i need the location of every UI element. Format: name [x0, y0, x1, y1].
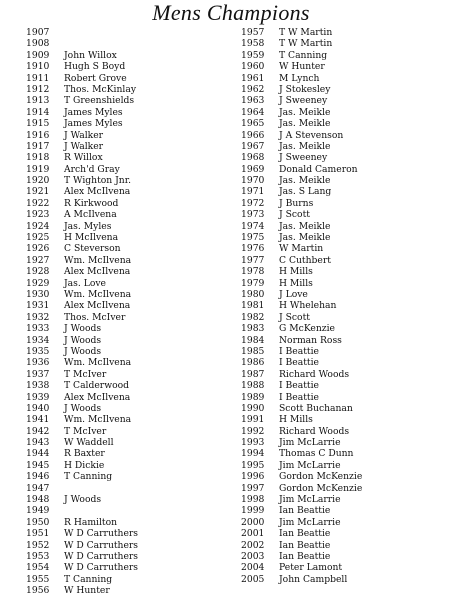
champion-name: R Kirkwood	[64, 197, 119, 209]
champion-year: 1952	[26, 539, 50, 551]
champion-name: Wm. McIlvena	[64, 357, 132, 369]
champion-name: H Mills	[279, 277, 313, 289]
champion-name: J Woods	[64, 402, 102, 414]
champion-name: J Walker	[64, 140, 104, 152]
champion-name: J Scott	[279, 209, 310, 221]
champion-year: 1988	[241, 380, 265, 392]
champion-name: T Canning	[279, 49, 328, 61]
champion-name: T Canning	[64, 471, 113, 483]
champion-year: 1982	[241, 311, 265, 323]
champion-name: W Waddell	[64, 437, 114, 449]
champion-name: Richard Woods	[279, 425, 350, 437]
champion-year: 1933	[26, 323, 50, 335]
champion-year: 1955	[26, 573, 50, 585]
champion-year: 1986	[241, 357, 265, 369]
champion-year: 1928	[26, 266, 50, 278]
champion-name: Robert Grove	[64, 72, 127, 84]
champion-year: 1966	[241, 129, 265, 141]
champion-name: I Beattie	[279, 380, 319, 392]
champion-name: Hugh S Boyd	[64, 61, 126, 73]
champion-name: Ian Beattie	[279, 528, 331, 540]
champion-name: Donald Cameron	[279, 163, 358, 175]
champion-year: 1930	[26, 288, 50, 300]
champion-year: 1953	[26, 550, 50, 562]
champion-name: John Campbell	[279, 573, 348, 585]
champion-year: 1970	[241, 175, 265, 187]
champion-year: 1961	[241, 72, 265, 84]
champion-year: 1976	[241, 243, 265, 255]
champion-year: 2005	[241, 573, 265, 585]
champion-name: H McIlvena	[64, 232, 119, 244]
champion-name: Ian Beattie	[279, 539, 331, 551]
champion-year: 1998	[241, 494, 265, 506]
champion-name: Scott Buchanan	[279, 402, 353, 414]
champion-name: J Love	[279, 288, 308, 300]
champion-name: M Lynch	[279, 72, 320, 84]
champion-name: R Hamilton	[64, 516, 118, 528]
champion-year: 1923	[26, 209, 50, 221]
champion-year: 1956	[26, 585, 50, 597]
champion-name: Jas. Meikle	[279, 220, 331, 232]
champion-name: H Dickie	[64, 459, 105, 471]
champion-year: 1995	[241, 459, 265, 471]
champion-year: 1919	[26, 163, 50, 175]
champion-name: J Woods	[64, 334, 102, 346]
champion-name: Ian Beattie	[279, 550, 331, 562]
champion-year: 1921	[26, 186, 50, 198]
champion-name: Alex McIlvena	[64, 391, 131, 403]
champion-name: Thomas C Dunn	[279, 448, 354, 460]
champion-year: 1993	[241, 437, 265, 449]
champion-name: Jas. S Lang	[279, 186, 332, 198]
champion-name: T W Martin	[279, 27, 333, 38]
champion-year: 1951	[26, 528, 50, 540]
champion-name: W D Carruthers	[64, 539, 139, 551]
champion-year: 2002	[241, 539, 265, 551]
champion-year: 1958	[241, 38, 265, 50]
champion-year: 1974	[241, 220, 265, 232]
champion-name: John Willox	[64, 49, 117, 61]
champion-year: 2001	[241, 528, 265, 540]
champion-year: 1909	[26, 49, 50, 61]
champion-year: 1964	[241, 106, 265, 118]
champion-year: 1967	[241, 140, 265, 152]
champion-year: 1935	[26, 345, 50, 357]
champion-name: T Calderwood	[64, 380, 130, 392]
champion-name: T McIver	[64, 368, 107, 380]
champion-name: Jim McLarrie	[279, 516, 341, 528]
champion-name: Norman Ross	[279, 334, 342, 346]
champion-name: Ian Beattie	[279, 505, 331, 517]
champion-name: J Walker	[64, 129, 104, 141]
champion-year: 1939	[26, 391, 50, 403]
champion-year: 1990	[241, 402, 265, 414]
champion-name: Gordon McKenzie	[279, 482, 363, 494]
champion-name: C Cuthbert	[279, 254, 331, 266]
champion-name: Alex McIlvena	[64, 300, 131, 312]
champion-name: Alex McIlvena	[64, 186, 131, 198]
champion-year: 2000	[241, 516, 265, 528]
champion-year: 1949	[26, 505, 50, 517]
champion-name: Thos. McIver	[64, 311, 126, 323]
champion-year: 1908	[26, 38, 50, 50]
champion-year: 1946	[26, 471, 50, 483]
champion-year: 1991	[241, 414, 265, 426]
champion-year: 1981	[241, 300, 265, 312]
champion-year: 1929	[26, 277, 50, 289]
champion-year: 1917	[26, 140, 50, 152]
champion-year: 1962	[241, 83, 265, 95]
champion-name: Thos. McKinlay	[64, 83, 137, 95]
champion-name: Jas. Meikle	[279, 175, 331, 187]
champion-name: J A Stevenson	[279, 129, 344, 141]
champion-name: T Wighton Jnr.	[64, 175, 132, 187]
champion-name: T McIver	[64, 425, 107, 437]
champion-year: 1920	[26, 175, 50, 187]
champion-name: James Myles	[64, 118, 123, 130]
champion-name: Peter Lamont	[279, 562, 343, 574]
champion-year: 1907	[26, 27, 50, 38]
champion-year: 1950	[26, 516, 50, 528]
champion-name: Jas. Meikle	[279, 106, 331, 118]
champion-year: 2003	[241, 550, 265, 562]
champion-name: Jas. Love	[64, 277, 106, 289]
champion-year: 1915	[26, 118, 50, 130]
champion-name: J Sweeney	[279, 152, 328, 164]
champion-year: 1987	[241, 368, 265, 380]
champion-name: R Baxter	[64, 448, 105, 460]
champion-name: H Whelehan	[279, 300, 337, 312]
champion-year: 1947	[26, 482, 50, 494]
champion-year: 1983	[241, 323, 265, 335]
champion-year: 1937	[26, 368, 50, 380]
champion-name: T W Martin	[279, 38, 333, 50]
champion-year: 1965	[241, 118, 265, 130]
champion-name: W D Carruthers	[64, 550, 139, 562]
champion-year: 1985	[241, 345, 265, 357]
champion-year: 1989	[241, 391, 265, 403]
champion-name: J Sweeney	[279, 95, 328, 107]
champion-year: 1957	[241, 27, 265, 38]
champion-name: I Beattie	[279, 357, 319, 369]
champion-name: Jas. Meikle	[279, 140, 331, 152]
champion-name: Wm. McIlvena	[64, 288, 132, 300]
champion-year: 1934	[26, 334, 50, 346]
champion-year: 1941	[26, 414, 50, 426]
champion-name: Jim McLarrie	[279, 494, 341, 506]
champion-year: 1931	[26, 300, 50, 312]
champion-year: 1971	[241, 186, 265, 198]
champion-year: 1926	[26, 243, 50, 255]
champion-year: 1977	[241, 254, 265, 266]
champion-name: T Greenshields	[64, 95, 135, 107]
champion-name: R Willox	[64, 152, 103, 164]
champion-year: 1999	[241, 505, 265, 517]
champion-name: W D Carruthers	[64, 562, 139, 574]
champion-name: J Burns	[279, 197, 314, 209]
champion-year: 1938	[26, 380, 50, 392]
champion-year: 1916	[26, 129, 50, 141]
champion-name: W Martin	[279, 243, 324, 255]
champion-name: Alex McIlvena	[64, 266, 131, 278]
champion-name: A McIlvena	[64, 209, 117, 221]
champion-name: W D Carruthers	[64, 528, 139, 540]
champion-year: 1940	[26, 402, 50, 414]
champion-year: 1959	[241, 49, 265, 61]
champion-year: 1910	[26, 61, 50, 73]
champion-name: J Woods	[64, 345, 102, 357]
champion-name: Jas. Myles	[64, 220, 112, 232]
champion-year: 1992	[241, 425, 265, 437]
champion-year: 1973	[241, 209, 265, 221]
champion-year: 1922	[26, 197, 50, 209]
champion-name: Jas. Meikle	[279, 232, 331, 244]
champion-name: H Mills	[279, 266, 313, 278]
champion-year: 2004	[241, 562, 265, 574]
champion-year: 1943	[26, 437, 50, 449]
champion-year: 1963	[241, 95, 265, 107]
champion-year: 1914	[26, 106, 50, 118]
champion-year: 1945	[26, 459, 50, 471]
champion-year: 1912	[26, 83, 50, 95]
champion-year: 1960	[241, 61, 265, 73]
champion-name: Jim McLarrie	[279, 437, 341, 449]
champion-year: 1978	[241, 266, 265, 278]
champion-year: 1969	[241, 163, 265, 175]
champion-year: 1997	[241, 482, 265, 494]
champion-year: 1979	[241, 277, 265, 289]
champion-year: 1968	[241, 152, 265, 164]
champion-name: H Mills	[279, 414, 313, 426]
champion-name: Richard Woods	[279, 368, 350, 380]
champion-year: 1975	[241, 232, 265, 244]
champion-year: 1948	[26, 494, 50, 506]
champion-name: Arch'd Gray	[64, 163, 120, 175]
champion-name: I Beattie	[279, 345, 319, 357]
champion-year: 1984	[241, 334, 265, 346]
champion-name: I Beattie	[279, 391, 319, 403]
champion-name: James Myles	[64, 106, 123, 118]
champion-name: G McKenzie	[279, 323, 335, 335]
champion-year: 1944	[26, 448, 50, 460]
champion-name: T Canning	[64, 573, 113, 585]
champion-year: 1996	[241, 471, 265, 483]
champion-name: Jas. Meikle	[279, 118, 331, 130]
champion-year: 1927	[26, 254, 50, 266]
champion-year: 1913	[26, 95, 50, 107]
champion-name: Jim McLarrie	[279, 459, 341, 471]
champion-year: 1980	[241, 288, 265, 300]
champion-year: 1924	[26, 220, 50, 232]
champion-name: J Woods	[64, 494, 102, 506]
champion-name: J Woods	[64, 323, 102, 335]
champion-name: J Stokesley	[279, 83, 331, 95]
champion-name: W Hunter	[64, 585, 110, 597]
page-title: Mens Champions	[152, 0, 310, 25]
champion-year: 1954	[26, 562, 50, 574]
champion-year: 1972	[241, 197, 265, 209]
champion-name: C Steverson	[64, 243, 121, 255]
champion-name: W Hunter	[279, 61, 325, 73]
champion-year: 1942	[26, 425, 50, 437]
champion-name: Gordon McKenzie	[279, 471, 363, 483]
champion-year: 1925	[26, 232, 50, 244]
champion-name: Wm. McIlvena	[64, 414, 132, 426]
champion-year: 1936	[26, 357, 50, 369]
champion-year: 1918	[26, 152, 50, 164]
champion-year: 1932	[26, 311, 50, 323]
champion-year: 1994	[241, 448, 265, 460]
champion-name: J Scott	[279, 311, 310, 323]
champion-year: 1911	[26, 72, 50, 84]
champion-name: Wm. McIlvena	[64, 254, 132, 266]
